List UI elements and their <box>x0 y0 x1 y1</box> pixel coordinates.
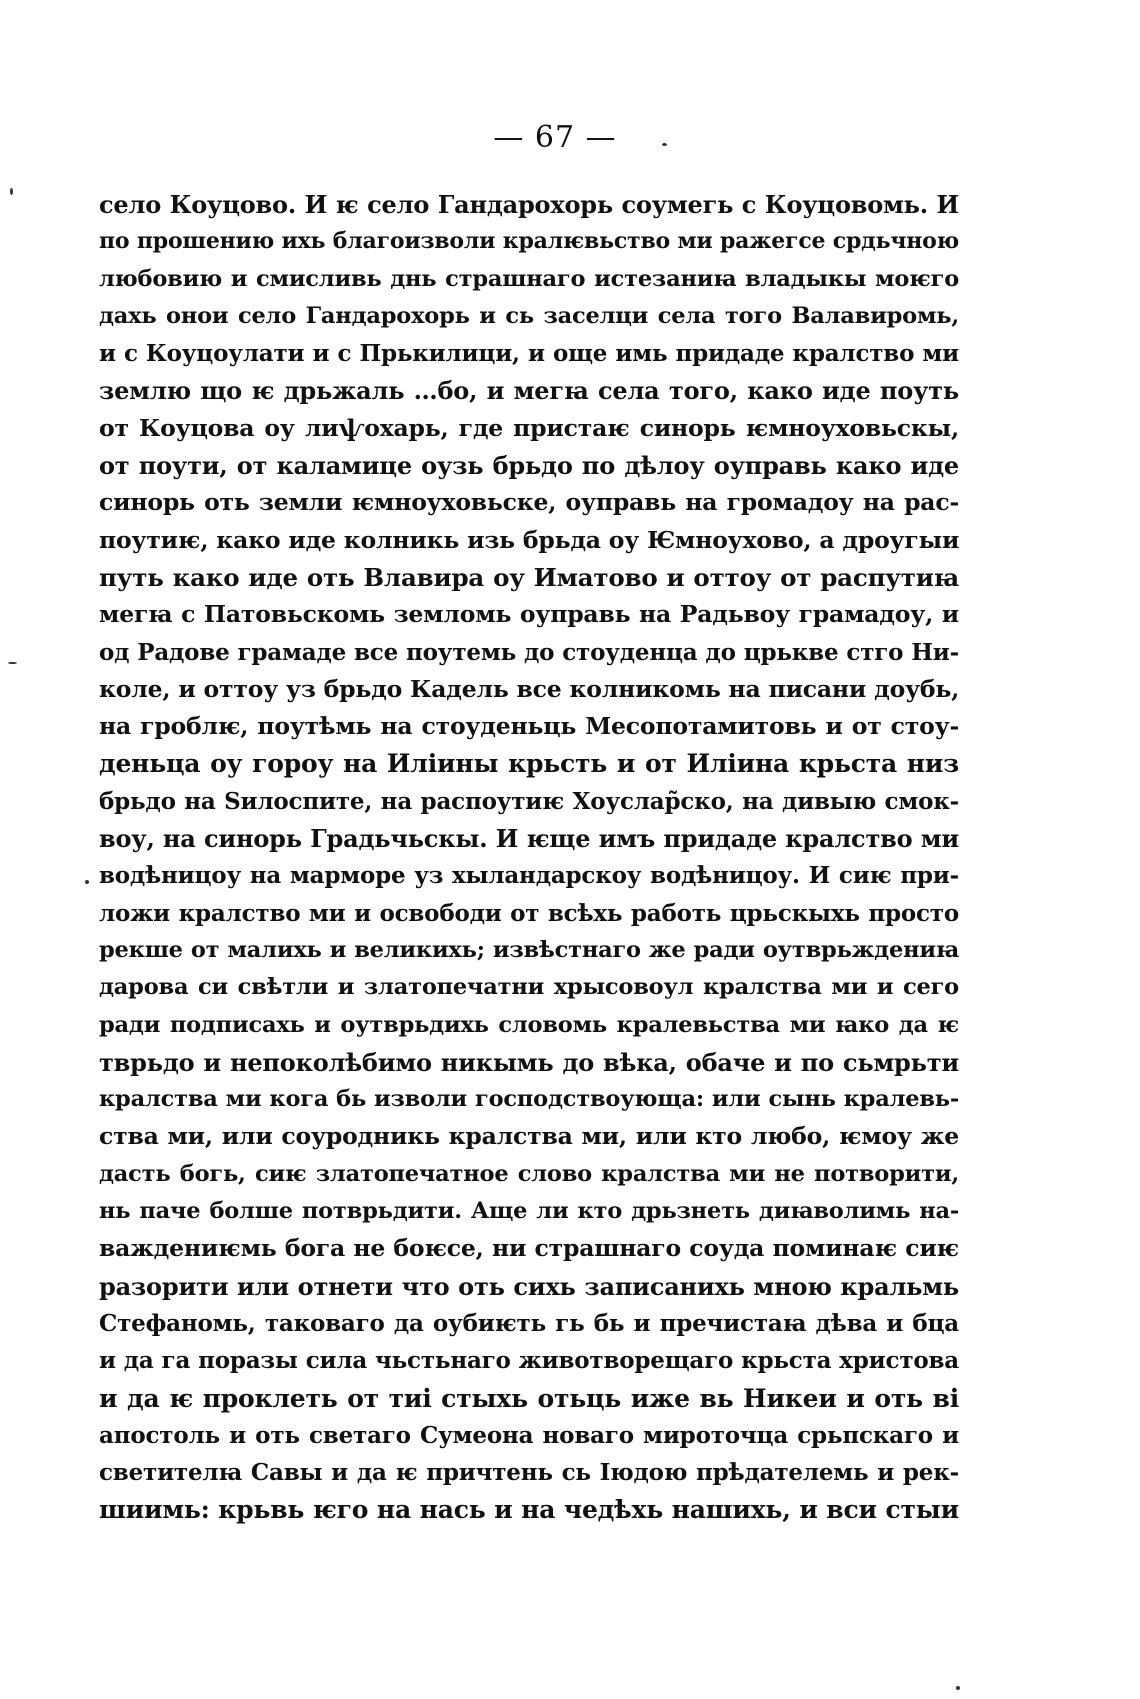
text-line: шиимь: крьвь ѥго на нась и на чедѣхь нашихь, и вси стыи <box>99 1495 959 1525</box>
text-line: рекше от малихь и великихь; извѣстнаго же ради оутврьждениꙗ <box>99 936 959 963</box>
text-line: путь како иде оть Влавира оу Иматово и оттоу от распутиꙗ <box>99 562 959 592</box>
text-line: брьдо на Ѕилоспите, на распоутиѥ Хоуслар̃ско, на дивыю смок- <box>99 787 959 815</box>
scan-speck <box>956 1686 960 1690</box>
scan-speck <box>10 188 13 195</box>
scan-speck <box>662 143 667 146</box>
text-line: мегꙗ с Патовьскомь земломь оуправь на Радьвоу грамадоу, и <box>99 600 959 629</box>
text-line: и да ѥ проклеть от тиі стыхь отьць иже вь Никеи и оть ві <box>99 1383 959 1413</box>
page-number: — 67 — <box>493 120 617 155</box>
text-line: по прошению ихь благоизволи кралѥвьство ми ражегсе срдьчною <box>99 228 959 255</box>
text-line: синорь оть земли ѥмноуховьске, оуправь на громадоу на рас- <box>99 488 959 517</box>
text-line: ства ми, или соуродникь кралства ми, или кто любо, ѥмоу же <box>99 1122 959 1151</box>
text-line: дарова си свѣтли и златопечатни хрысовоул кралства ми и сего <box>99 974 959 1001</box>
text-line: поутиѥ, како иде колникь изь брьда оу Ѥмноухово, а дроугыи <box>99 525 959 554</box>
text-line: и да га поразы сила чьстьнаго животворещаго крьста христова <box>99 1347 959 1375</box>
text-line: кралства ми кога бь изволи господствоующа: или сынь кралевь- <box>99 1086 959 1113</box>
text-line: от Коуцова оу лиѱохарь, где пристаѥ синорь ѥмноуховьскы, <box>99 413 959 442</box>
text-line: коле, и оттоу уз брьдо Кадель все колникомь на писани доубь, <box>99 674 959 703</box>
text-line: село Коуцово. И ѥ село Гандарохорь соумегь с Коуцовомь. И <box>99 190 959 219</box>
text-line: ложи кралство ми и освободи от всѣхь работь црьскыхь просто <box>99 899 959 927</box>
text-line: Стефаномь, таковаго да оубиѥть гь бь и пречистаꙗ дѣва и бца <box>99 1309 959 1337</box>
text-line: деньца оу гороу на Илiины крьсть и от Илiина крьста низ <box>99 749 959 779</box>
text-line: важдениѥмь бога не боѥсе, ни страшнаго соуда поминаѥ сиѥ <box>99 1234 959 1263</box>
text-line: од Радове грамаде все поутемь до стоуденца до црькве стго Ни- <box>99 638 959 666</box>
text-line: любовию и смисливь днь страшнаго истезаниꙗ владыкы моѥго <box>99 265 959 292</box>
text-line: апостоль и оть светаго Сумеона новаго мироточца срьпскаго и <box>99 1421 959 1449</box>
text-line: дахь онои село Гандарохорь и сь заселци села того Валавиромь, <box>99 302 959 329</box>
text-line: ради подписахь и оутврьдихь словомь кралевьства ми ꙗко да ѥ <box>99 1011 959 1038</box>
text-line: светителꙗ Савы и да ѥ причтень сь Іюдою прѣдателемь и рек- <box>99 1459 959 1487</box>
text-line: нь паче болше потврьдити. Аще ли кто дрьзнеть диꙗволимь на- <box>99 1198 959 1225</box>
scan-speck <box>85 880 89 884</box>
text-line: землю що ѥ дрьжаль …бо, и мегꙗ села того, како иде поуть <box>99 376 959 406</box>
text-line: дасть богь, сиѥ златопечатное слово кралства ми не потворити, <box>99 1160 959 1187</box>
body-text <box>99 186 959 1529</box>
text-line: на гроблѥ, поутѣмь на стоуденьць Месопотамитовь и от стоу- <box>99 712 959 741</box>
text-line: разорити или отнети что оть сихь записаниxь мною кральмь <box>99 1271 959 1301</box>
scan-speck <box>8 662 17 664</box>
text-line: от поути, от каламице оузь брьдо по дѣлоу оуправь како иде <box>99 451 959 481</box>
text-line: и с Коуцоулати и с Прькилици, и още имь придаде кралство ми <box>99 340 959 368</box>
text-line: водѣницоу на марморе уз хыландарскоу водѣницоу. И сиѥ при- <box>99 862 959 890</box>
text-line: тврьдо и непоколѣбимо никымь до вѣка, обаче и по сьмрьти <box>99 1047 959 1077</box>
text-line: воу, на синорь Градьчьскы. И ѥще имъ придаде кралство ми <box>99 824 959 854</box>
